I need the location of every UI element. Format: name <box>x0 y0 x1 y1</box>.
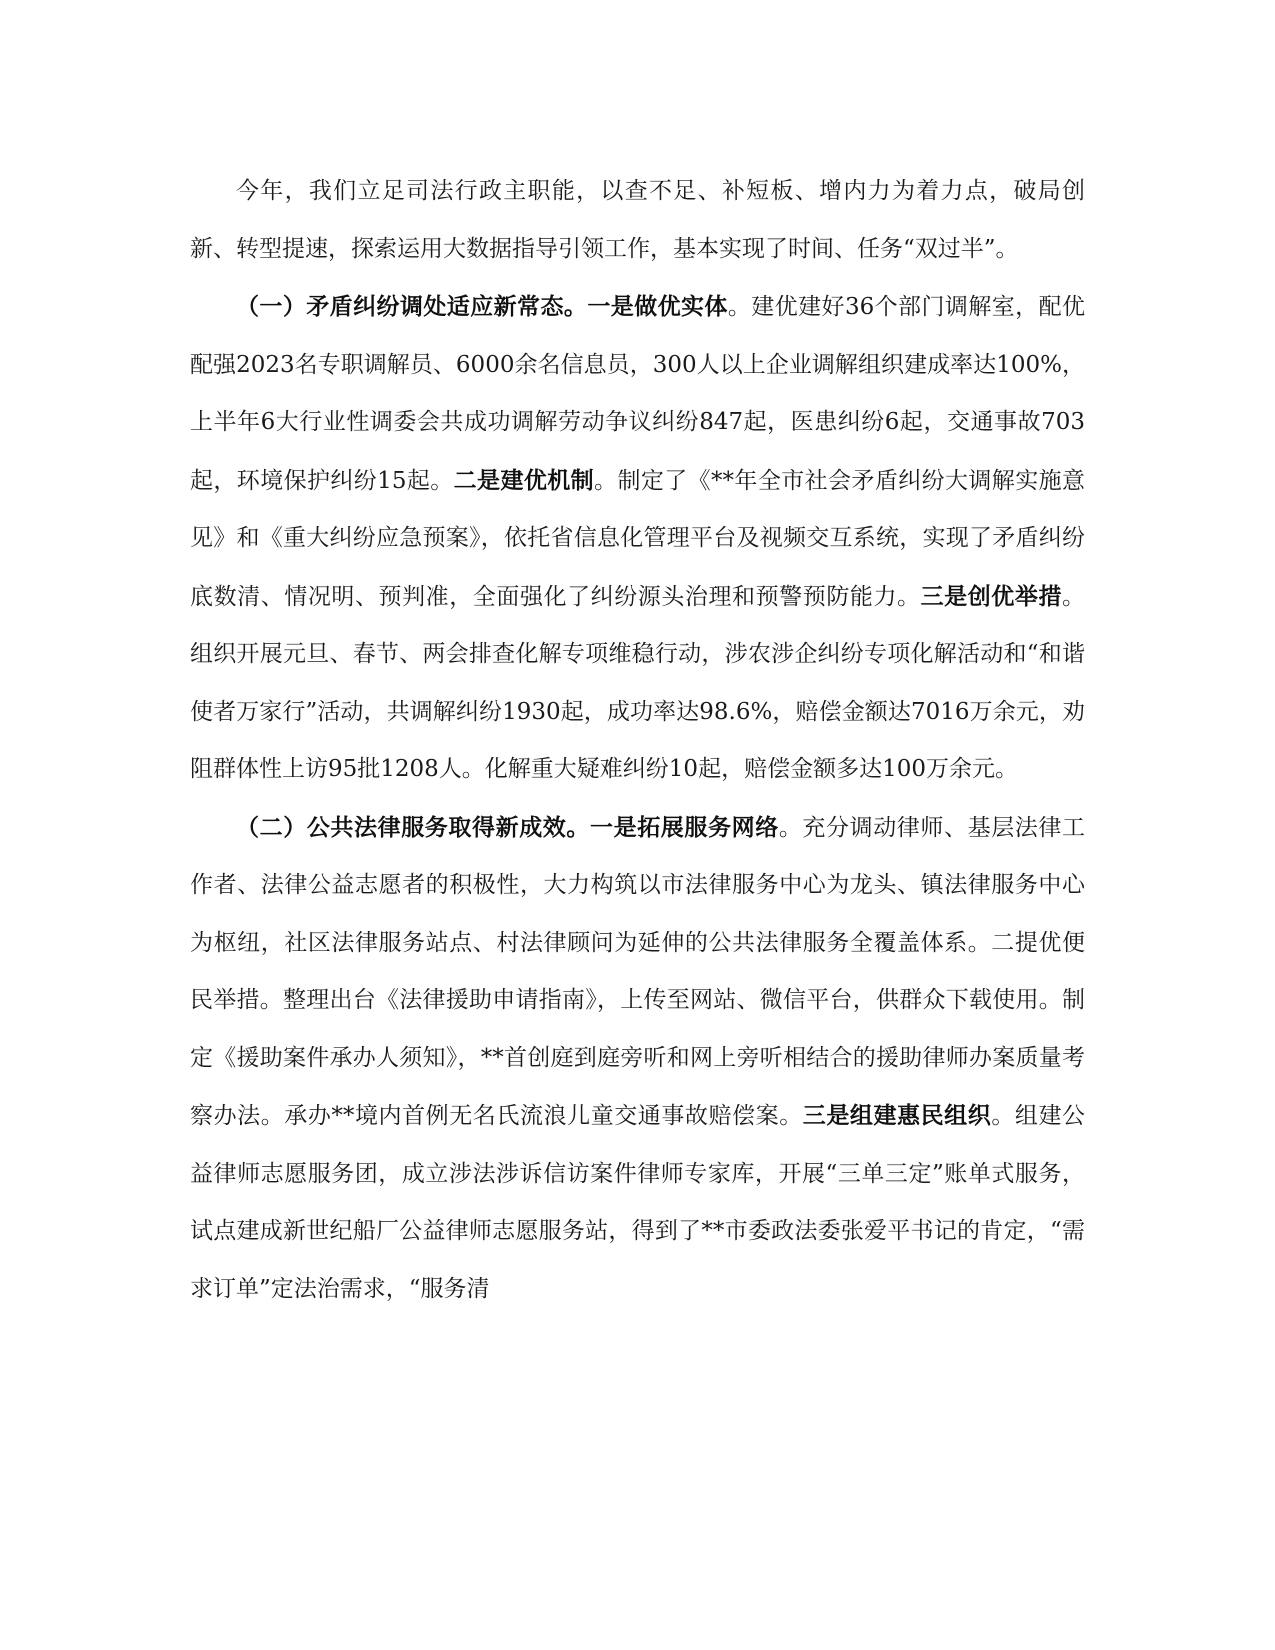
text-run: 。建优建好36个部门调解室，配优配强2023名专职调解员、6000余名信息员，300人以上企业调解组织建成率达100%，上半年6大行业性调委会共成功调解劳动争议纠纷847起，医患纠纷6起，交通事故703起，环境保护纠纷15起。 <box>190 294 1085 494</box>
text-run: 。制定了《**年全市社会矛盾纠纷大调解实施意见》和《重大纠纷应急预案》，依托省信息化管理平台及视频交互系统，实现了矛盾纠纷底数清、情况明、预判准，全面强化了纠纷源头治理和预警预防能力。 <box>190 467 1086 610</box>
text-run: 今年，我们立足司法行政主职能，以查不足、补短板、增内力为着力点，破局创新、转型提速，探索运用大数据指导引领工作，基本实现了时间、任务“双过半”。 <box>190 178 1085 262</box>
text-run: 。组织开展元旦、春节、两会排查化解专项维稳行动，涉农涉企纠纷专项化解活动和“和谐使者万家行”活动，共调解纠纷1930起，成功率达98.6%，赔偿金额达7016万余元，劝阻群体性上访95批1208人。化解重大疑难纠纷10起，赔偿金额多达100万余元。 <box>190 583 1086 782</box>
point-heading: 三是创优举措 <box>920 582 1063 610</box>
point-heading: 一是做优实体 <box>587 293 728 320</box>
point-heading: 三是组建惠民组织 <box>802 1102 992 1129</box>
text-run: 。充分调动律师、基层法律工作者、法律公益志愿者的积极性，大力构筑以市法律服务中心为龙头、镇法律服务中心为枢纽，社区法律服务站点、村法律顾问为延伸的公共法律服务全覆盖体系。二提优便民举措。整理出台《法律援助申请指南》，上传至网站、微信平台，供群众下载使用。制定《援助案件承办人须知》，**首创庭到庭旁听和网上旁听相结合的援助律师办案质量考察办法。承办**境内首例无名氏流浪儿童交通事故赔偿案。 <box>190 814 1086 1129</box>
text-run: 。组建公益律师志愿服务团，成立涉法涉诉信访案件律师专家库，开展“三单三定”账单式服务，试点建成新世纪船厂公益律师志愿服务站，得到了**市委政法委张爱平书记的肯定，“需求订单”定法治需求，“服务清 <box>190 1103 1086 1302</box>
document-body <box>190 163 1085 1318</box>
section-heading: （一）矛盾纠纷调处适应新常态。 <box>236 293 588 320</box>
section-heading: （二）公共法律服务取得新成效。 <box>236 813 590 841</box>
paragraph-intro <box>190 163 1085 278</box>
point-heading: 一是拓展服务网络 <box>590 813 779 841</box>
paragraph-section-two <box>190 799 1085 1319</box>
point-heading: 二是建优机制 <box>453 466 595 494</box>
paragraph-section-one <box>190 278 1085 799</box>
